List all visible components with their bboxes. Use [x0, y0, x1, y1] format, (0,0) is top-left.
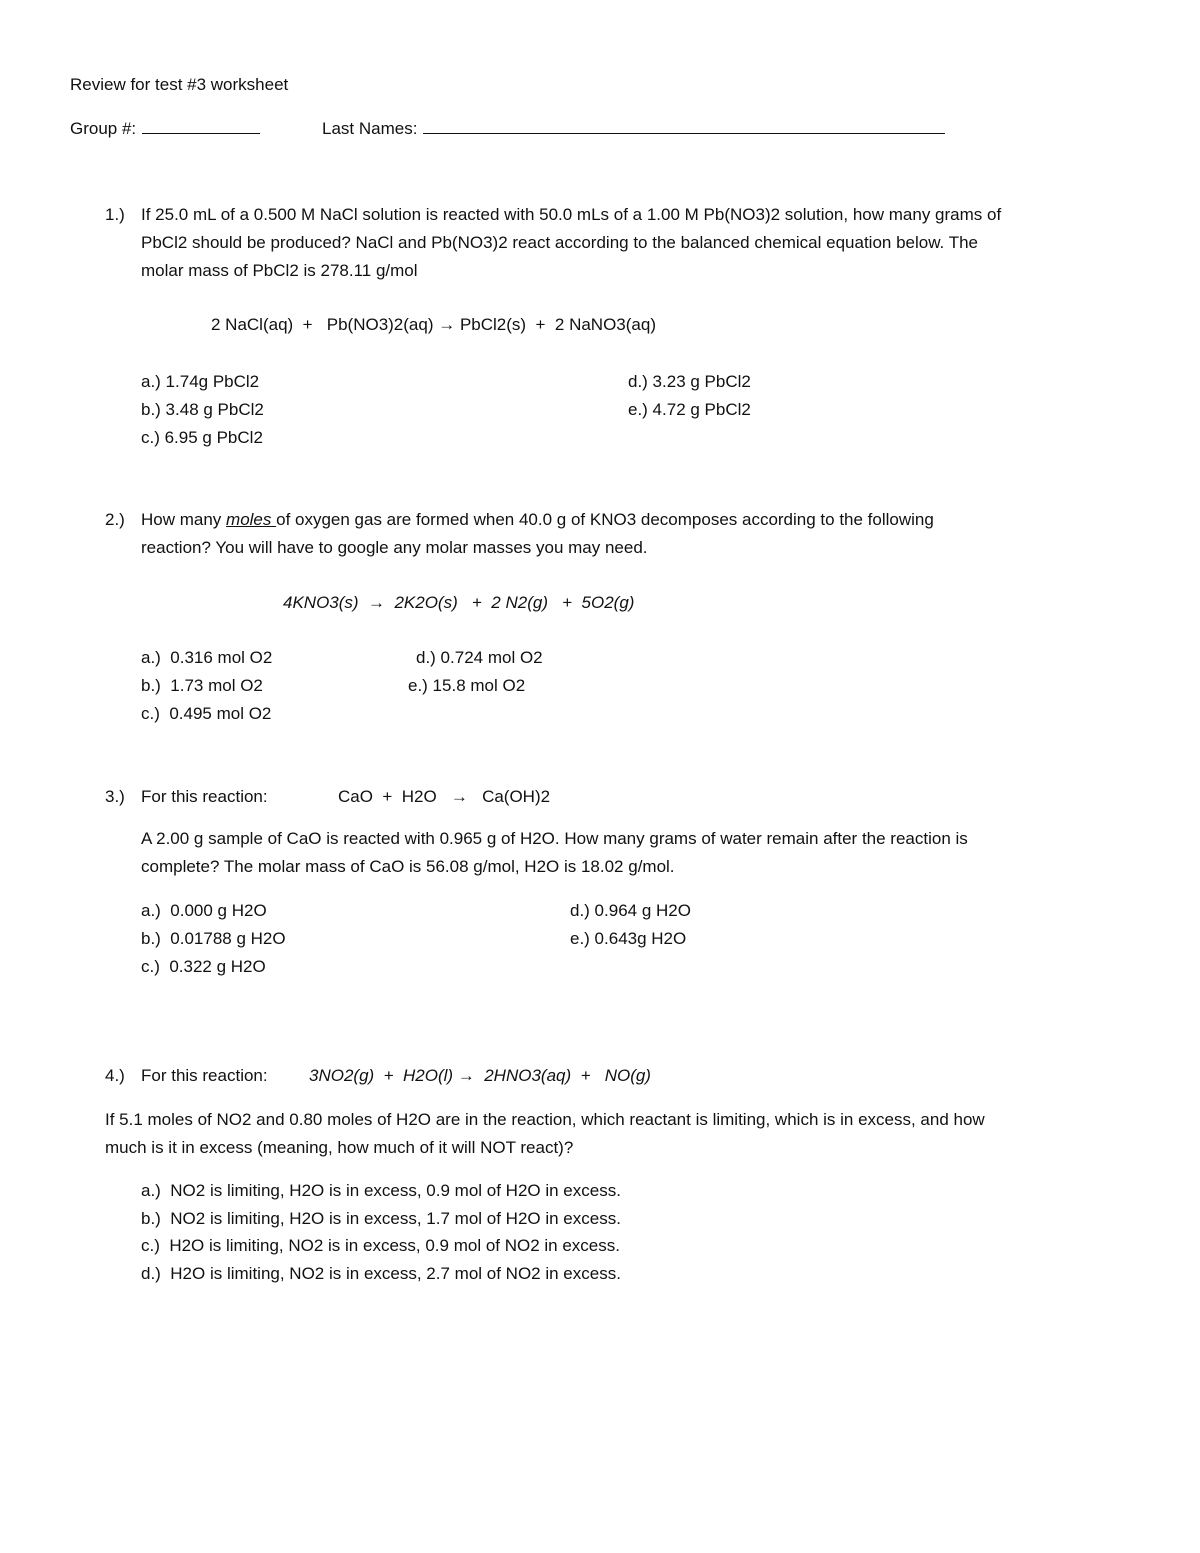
q3-choice-e[interactable]: e.) 0.643g H2O	[570, 929, 687, 948]
group-blank-line	[142, 132, 260, 134]
q1-choice-a[interactable]: a.) 1.74g PbCl2	[141, 372, 260, 391]
group-label: Group #:	[70, 119, 137, 138]
q4-choice-a[interactable]: a.) NO2 is limiting, H2O is in excess, 0.9 mol of H2O in excess.	[141, 1181, 621, 1200]
q3-choice-a[interactable]: a.) 0.000 g H2O	[141, 901, 267, 920]
q2-number: 2.)	[105, 510, 125, 529]
q2-text-line1	[141, 510, 934, 530]
q4-text-line2: much is it in excess (meaning, how much of it will NOT react)?	[105, 1138, 574, 1157]
q1-choice-d[interactable]: d.) 3.23 g PbCl2	[628, 372, 751, 391]
q4-choice-d[interactable]: d.) H2O is limiting, NO2 is in excess, 2.7 mol of NO2 in excess.	[141, 1264, 621, 1283]
q2-choice-d[interactable]: d.) 0.724 mol O2	[416, 648, 543, 667]
q1-text-line1: If 25.0 mL of a 0.500 M NaCl solution is reacted with 50.0 mLs of a 1.00 M Pb(NO3)2 solution, how many grams of	[141, 205, 1002, 224]
q2-choice-a[interactable]: a.) 0.316 mol O2	[141, 648, 273, 667]
q3-text-line2: complete? The molar mass of CaO is 56.08 g/mol, H2O is 18.02 g/mol.	[141, 857, 675, 876]
q2-line1-post: of oxygen gas are formed when 40.0 g of KNO3 decomposes according to the following	[276, 510, 934, 529]
q3-choice-d[interactable]: d.) 0.964 g H2O	[570, 901, 691, 920]
q4-choice-c[interactable]: c.) H2O is limiting, NO2 is in excess, 0.9 mol of NO2 in excess.	[141, 1236, 620, 1255]
q3-equation: CaO + H2O → Ca(OH)2	[338, 787, 551, 806]
last-names-field[interactable]	[322, 119, 945, 139]
q4-equation: 3NO2(g) + H2O(l) → 2HNO3(aq) + NO(g)	[309, 1066, 651, 1085]
q1-text-line2: PbCl2 should be produced? NaCl and Pb(NO3)2 react according to the balanced chemical equation below. The	[141, 233, 978, 252]
q1-choice-b[interactable]: b.) 3.48 g PbCl2	[141, 400, 264, 419]
q1-choice-e[interactable]: e.) 4.72 g PbCl2	[628, 400, 751, 419]
q3-intro: For this reaction:	[141, 787, 268, 806]
q4-choice-b[interactable]: b.) NO2 is limiting, H2O is in excess, 1.7 mol of H2O in excess.	[141, 1209, 621, 1228]
worksheet-title: Review for test #3 worksheet	[70, 75, 289, 94]
q2-equation: 4KNO3(s) → 2K2O(s) + 2 N2(g) + 5O2(g)	[283, 593, 635, 612]
q2-emphasis-moles: moles	[226, 510, 277, 529]
q1-choice-c[interactable]: c.) 6.95 g PbCl2	[141, 428, 263, 447]
q1-equation: 2 NaCl(aq) + Pb(NO3)2(aq) → PbCl2(s) + 2 NaNO3(aq)	[211, 315, 656, 334]
q2-line1-pre: How many	[141, 510, 227, 529]
q1-text-line3: molar mass of PbCl2 is 278.11 g/mol	[141, 261, 418, 280]
q3-choice-c[interactable]: c.) 0.322 g H2O	[141, 957, 266, 976]
q4-number: 4.)	[105, 1066, 125, 1085]
last-names-blank-line	[423, 132, 945, 134]
q4-intro: For this reaction:	[141, 1066, 268, 1085]
q3-choice-b[interactable]: b.) 0.01788 g H2O	[141, 929, 286, 948]
q2-choice-e[interactable]: e.) 15.8 mol O2	[408, 676, 526, 695]
q2-choice-c[interactable]: c.) 0.495 mol O2	[141, 704, 272, 723]
q3-text-line1: A 2.00 g sample of CaO is reacted with 0.965 g of H2O. How many grams of water remain after the reaction is	[141, 829, 968, 848]
q1-number: 1.)	[105, 205, 125, 224]
group-field[interactable]	[70, 119, 260, 139]
q2-text-line2: reaction? You will have to google any molar masses you may need.	[141, 538, 648, 557]
q2-choice-b[interactable]: b.) 1.73 mol O2	[141, 676, 263, 695]
q3-number: 3.)	[105, 787, 125, 806]
q4-text-line1: If 5.1 moles of NO2 and 0.80 moles of H2O are in the reaction, which reactant is limiting, which is in excess, and how	[105, 1110, 985, 1129]
last-names-label: Last Names:	[322, 119, 418, 138]
